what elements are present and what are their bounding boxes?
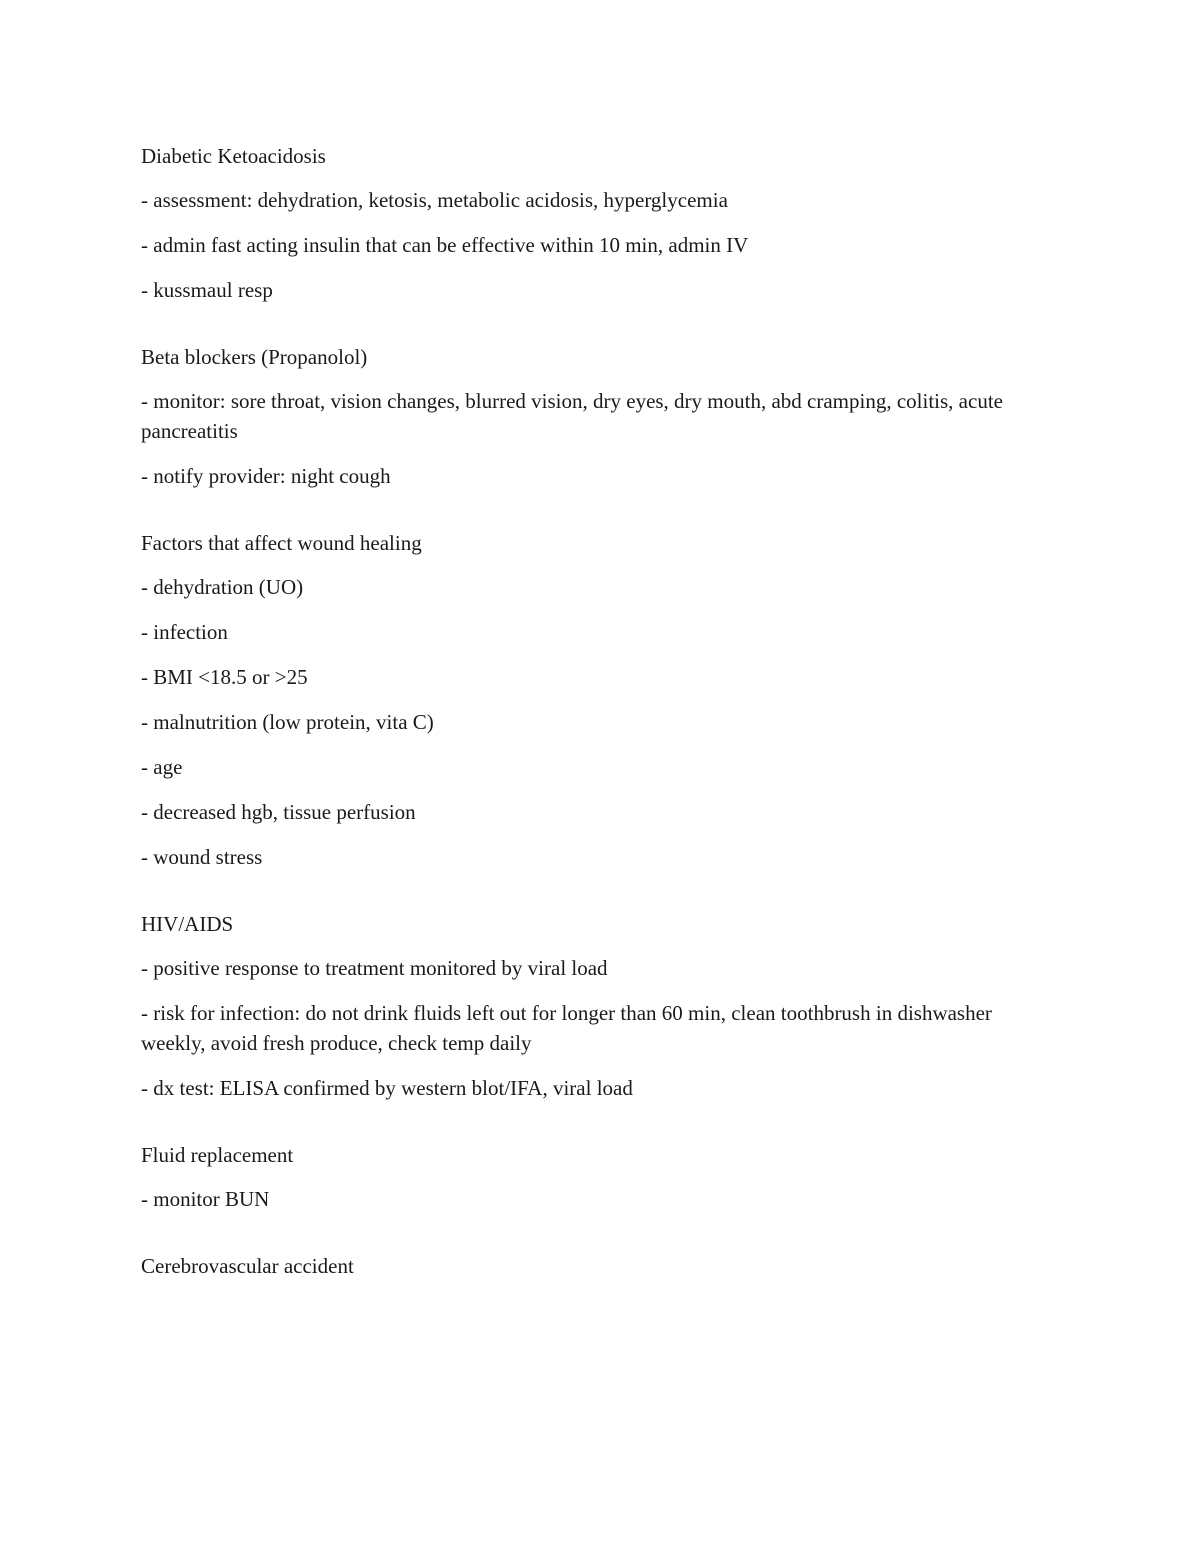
- list-item: - BMI <18.5 or >25: [141, 665, 308, 689]
- section-heading: Fluid replacement: [141, 1143, 294, 1167]
- section-wound-healing: [141, 528, 1061, 872]
- list-item: - notify provider: night cough: [141, 464, 391, 488]
- list-item: - monitor BUN: [141, 1187, 270, 1211]
- list-item: - infection: [141, 620, 228, 644]
- list-item: - dehydration (UO): [141, 575, 304, 599]
- section-heading: Cerebrovascular accident: [141, 1254, 354, 1278]
- list-item: - positive response to treatment monitored by viral load: [141, 956, 608, 980]
- section-hiv-aids: [141, 909, 1061, 1103]
- document-body: [141, 141, 1061, 1318]
- section-heading: Diabetic Ketoacidosis: [141, 144, 326, 168]
- section-cerebrovascular-accident: [141, 1251, 1061, 1281]
- list-item: - admin fast acting insulin that can be effective within 10 min, admin IV: [141, 233, 749, 257]
- section-heading: Beta blockers (Propanolol): [141, 345, 368, 369]
- list-item: - assessment: dehydration, ketosis, metabolic acidosis, hyperglycemia: [141, 188, 728, 212]
- list-item: - risk for infection: do not drink fluids left out for longer than 60 min, clean toothbrush in dishwasher weekly, avoid fresh produce, check temp daily: [141, 1001, 992, 1055]
- list-item: - kussmaul resp: [141, 278, 273, 302]
- list-item: - wound stress: [141, 845, 263, 869]
- list-item: - age: [141, 755, 183, 779]
- section-diabetic-ketoacidosis: [141, 141, 1061, 305]
- list-item: - dx test: ELISA confirmed by western blot/IFA, viral load: [141, 1076, 633, 1100]
- section-fluid-replacement: [141, 1140, 1061, 1214]
- list-item: - malnutrition (low protein, vita C): [141, 710, 434, 734]
- list-item: - decreased hgb, tissue perfusion: [141, 800, 416, 824]
- section-heading: HIV/AIDS: [141, 912, 234, 936]
- list-item: - monitor: sore throat, vision changes, blurred vision, dry eyes, dry mouth, abd cramping, colitis, acute pancreatitis: [141, 389, 1003, 443]
- section-beta-blockers: [141, 342, 1061, 491]
- section-heading: Factors that affect wound healing: [141, 531, 422, 555]
